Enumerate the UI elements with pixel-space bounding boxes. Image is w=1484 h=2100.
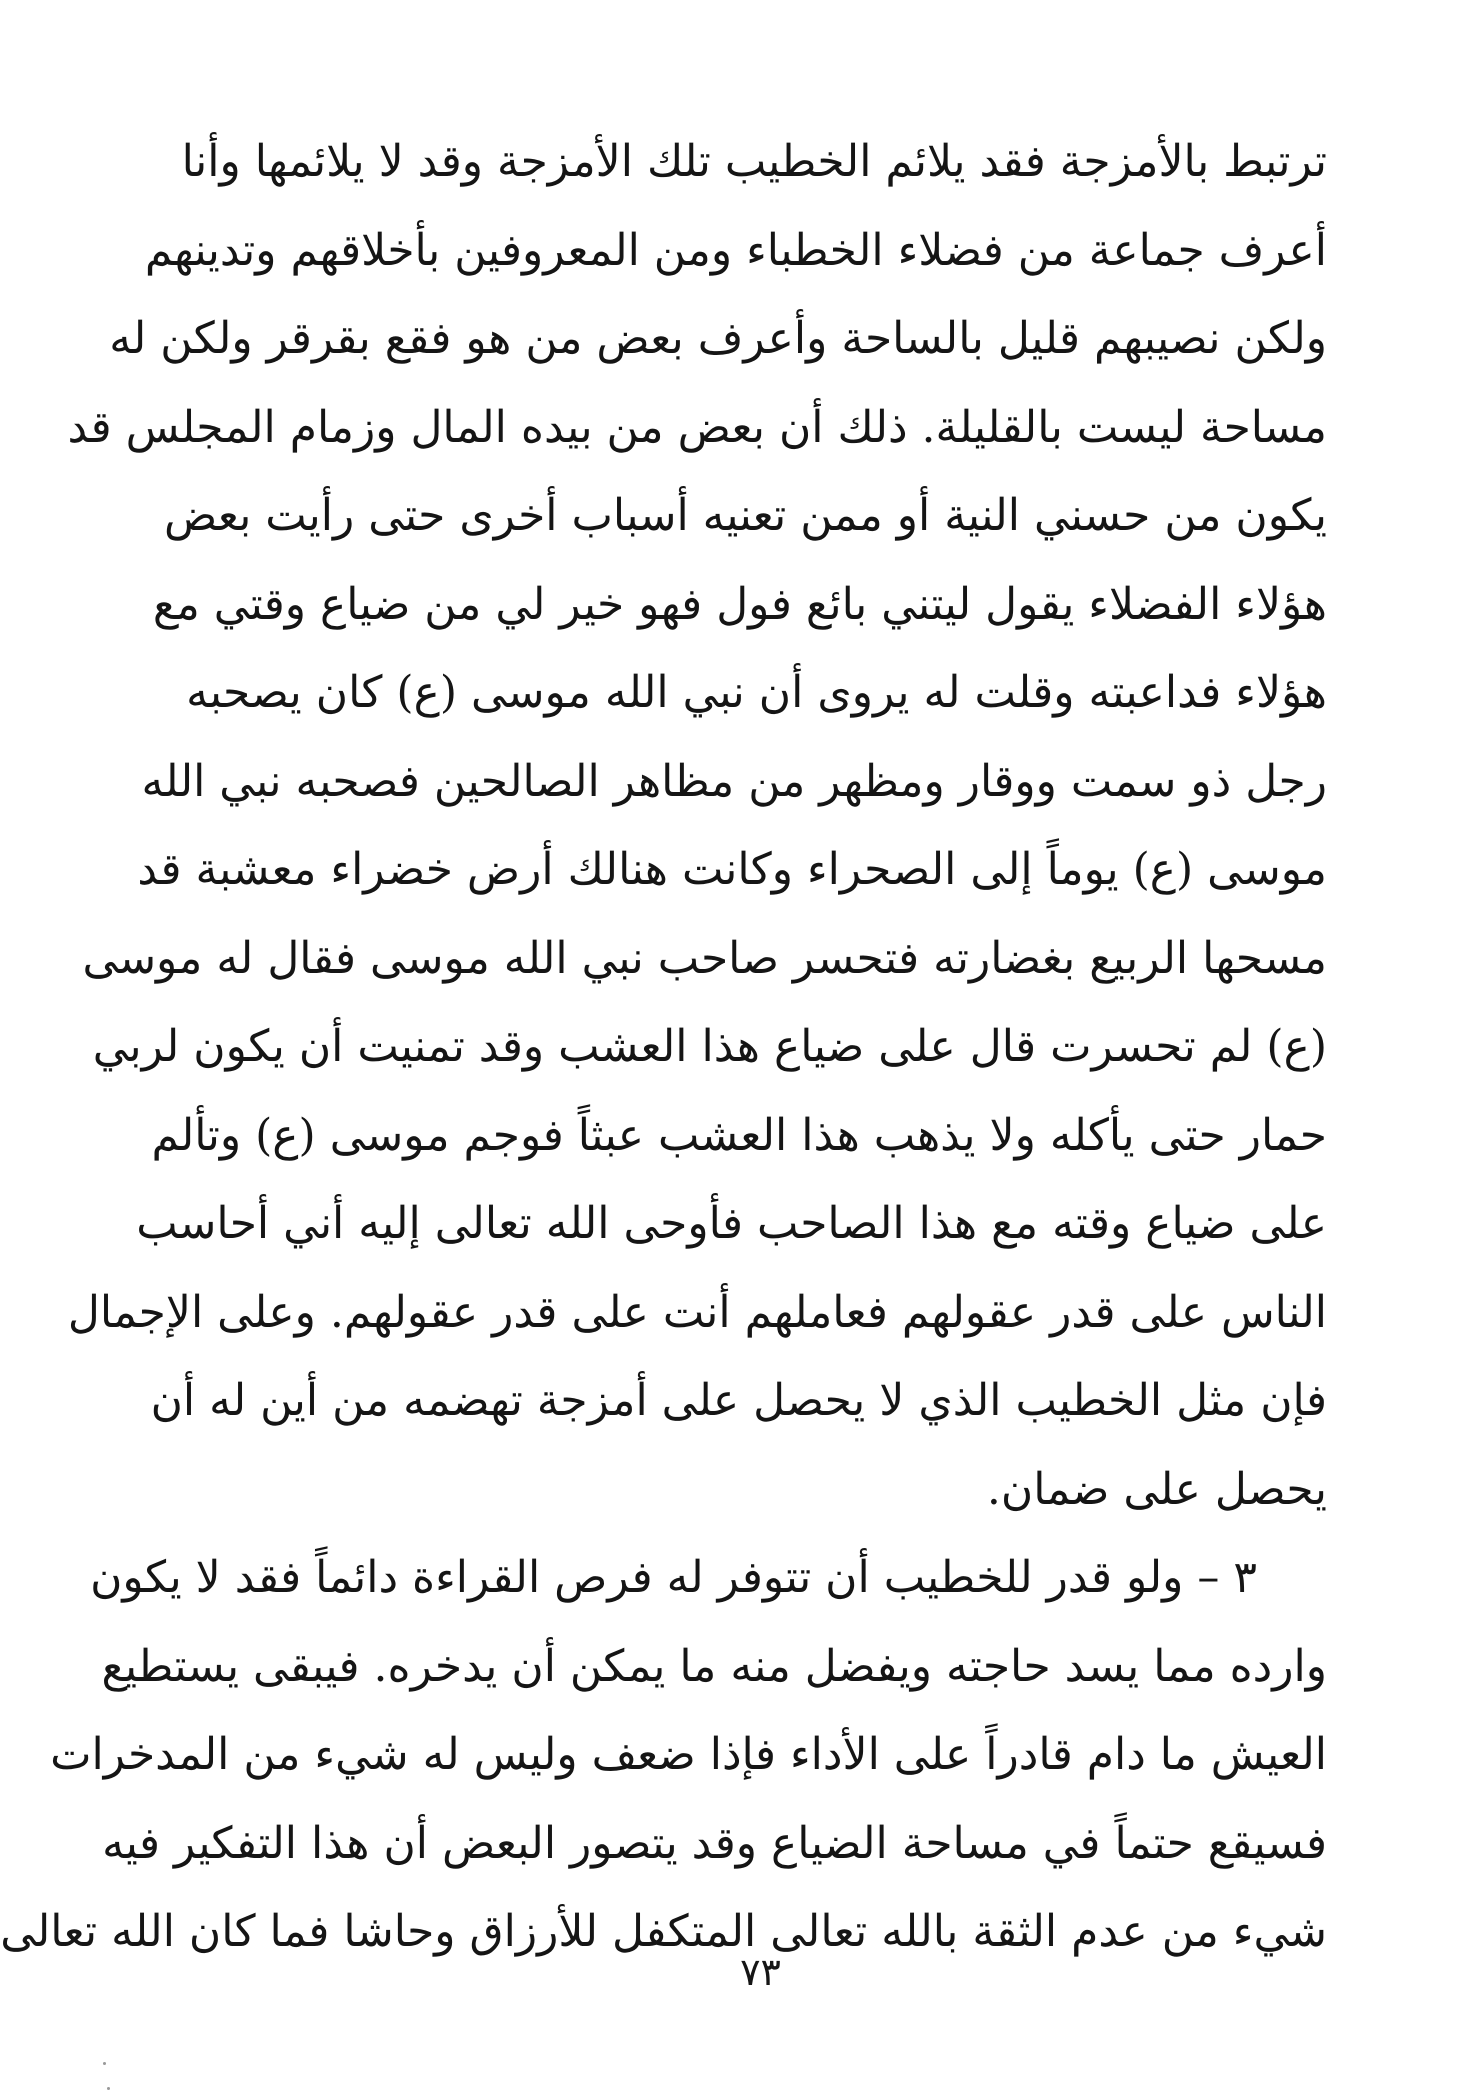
text-line: مساحة ليست بالقليلة. ذلك أن بعض من بيده المال وزمام المجلس قد bbox=[67, 401, 1327, 453]
text-line-paragraph-end: يحصل على ضمان. bbox=[986, 1463, 1327, 1515]
text-line: رجل ذو سمت ووقار ومظهر من مظاهر الصالحين فصحبه نبي الله bbox=[141, 755, 1327, 807]
scan-speck bbox=[103, 2062, 106, 2065]
scan-speck bbox=[107, 2087, 110, 2090]
body-text bbox=[0, 118, 1327, 1977]
text-line: فإن مثل الخطيب الذي لا يحصل على أمزجة تهضمه من أين له أن bbox=[150, 1375, 1327, 1426]
text-line: مسحها الربيع بغضارته فتحسر صاحب نبي الله موسى فقال له موسى bbox=[82, 932, 1327, 984]
text-line: يكون من حسني النية أو ممن تعنيه أسباب أخرى حتى رأيت بعض bbox=[163, 490, 1327, 541]
text-line: شيء من عدم الثقة بالله تعالى المتكفل للأرزاق وحاشا فما كان الله تعالى bbox=[0, 1906, 1327, 1957]
text-line: (ع) لم تحسرت قال على ضياع هذا العشب وقد تمنيت أن يكون لربي bbox=[92, 1021, 1327, 1072]
text-line: هؤلاء فداعبته وقلت له يروى أن نبي الله موسى (ع) كان يصحبه bbox=[186, 667, 1327, 718]
text-line: حمار حتى يأكله ولا يذهب هذا العشب عبثاً فوجم موسى (ع) وتألم bbox=[151, 1109, 1327, 1161]
text-line: وارده مما يسد حاجته ويفضل منه ما يمكن أن يدخره. فيبقى يستطيع bbox=[101, 1640, 1327, 1692]
page-number: ٧٣ bbox=[740, 1950, 781, 1994]
text-line: ترتبط بالأمزجة فقد يلائم الخطيب تلك الأمزجة وقد لا يلائمها وأنا bbox=[181, 136, 1327, 187]
text-line: العيش ما دام قادراً على الأداء فإذا ضعف وليس له شيء من المدخرات bbox=[50, 1729, 1327, 1780]
text-line: على ضياع وقته مع هذا الصاحب فأوحى الله تعالى إليه أني أحاسب bbox=[136, 1198, 1327, 1249]
text-line: هؤلاء الفضلاء يقول ليتني بائع فول فهو خير لي من ضياع وقتي مع bbox=[152, 578, 1327, 630]
text-line-paragraph-start: ٣ – ولو قدر للخطيب أن تتوفر له فرص القراءة دائماً فقد لا يكون bbox=[90, 1552, 1257, 1603]
text-line: فسيقع حتماً في مساحة الضياع وقد يتصور البعض أن هذا التفكير فيه bbox=[102, 1817, 1327, 1869]
text-line: ولكن نصيبهم قليل بالساحة وأعرف بعض من هو فقع بقرقر ولكن له bbox=[109, 313, 1327, 364]
text-line: أعرف جماعة من فضلاء الخطباء ومن المعروفين بأخلاقهم وتدينهم bbox=[144, 224, 1327, 276]
text-line: الناس على قدر عقولهم فعاملهم أنت على قدر عقولهم. وعلى الإجمال bbox=[67, 1286, 1327, 1338]
text-line: موسى (ع) يوماً إلى الصحراء وكانت هنالك أرض خضراء معشبة قد bbox=[137, 844, 1327, 895]
